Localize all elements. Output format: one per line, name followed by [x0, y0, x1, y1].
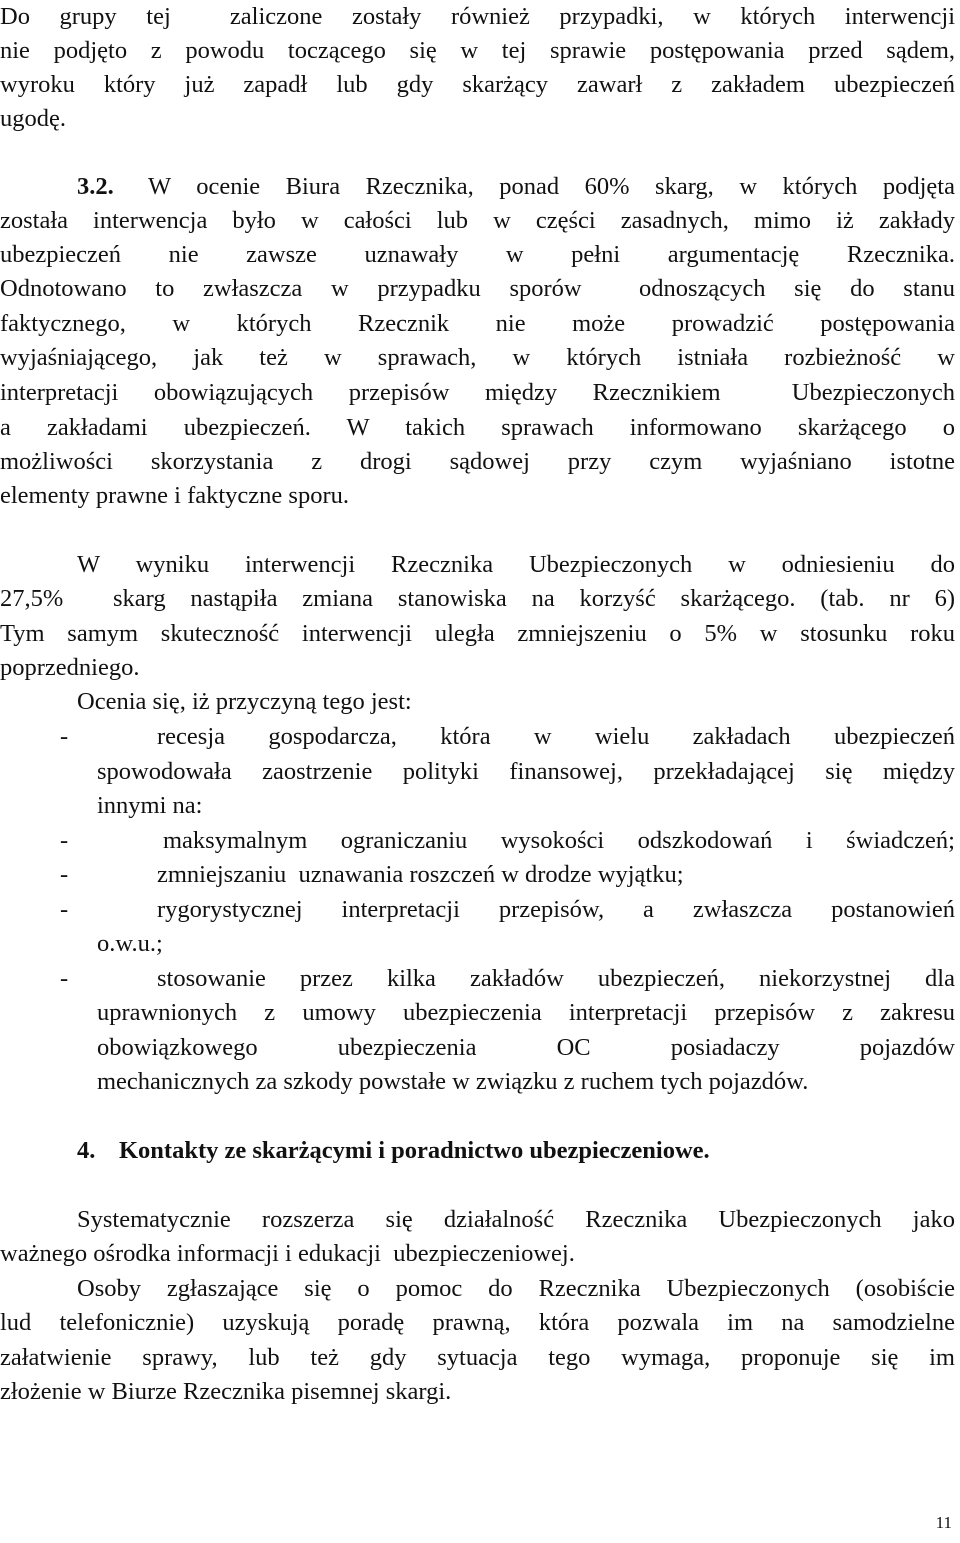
text-line: Tym samym skuteczność interwencji uległa zmniejszeniu o 5% w stosunku roku [0, 620, 955, 647]
text-line: ugodę. [0, 105, 66, 132]
text-line: ubezpieczeń nie zawsze uznawały w pełni argumentację Rzecznika. [0, 241, 955, 268]
list-bullet: - [60, 827, 69, 854]
text-line: wyroku który już zapadł lub gdy skarżący zawarł z zakładem ubezpieczeń [0, 71, 955, 98]
list-item: o.w.u.; [97, 930, 163, 957]
list-item: obowiązkowego ubezpieczenia OC posiadaczy pojazdów [97, 1034, 955, 1061]
text-line: możliwości skorzystania z drogi sądowej przy czym wyjaśniano istotne [0, 448, 955, 475]
page-number: 11 [935, 1513, 952, 1532]
text-line: Odnotowano to zwłaszcza w przypadku sporów odnoszących się do stanu [0, 275, 955, 302]
text-line: W wyniku interwencji Rzecznika Ubezpieczonych w odniesieniu do [77, 551, 955, 578]
text-line: poprzedniego. [0, 654, 140, 681]
text-line: Ocenia się, iż przyczyną tego jest: [77, 688, 412, 715]
list-item: recesja gospodarcza, która w wielu zakładach ubezpieczeń [157, 723, 955, 750]
text-line: złożenie w Biurze Rzecznika pisemnej skargi. [0, 1378, 452, 1405]
section-number: 4. [77, 1137, 96, 1164]
text-line: załatwienie sprawy, lub też gdy sytuacja tego wymaga, proponuje się im [0, 1344, 955, 1371]
text-line: 27,5% skarg nastąpiła zmiana stanowiska na korzyść skarżącego. (tab. nr 6) [0, 585, 955, 612]
text-line: elementy prawne i faktyczne sporu. [0, 482, 349, 509]
text-line: a zakładami ubezpieczeń. W takich sprawach informowano skarżącego o [0, 414, 955, 441]
text-line: Do grupy tej zaliczone zostały również przypadki, w których interwencji [0, 3, 955, 30]
list-item: maksymalnym ograniczaniu wysokości odszkodowań i świadczeń; [163, 827, 955, 854]
text-line: faktycznego, w których Rzecznik nie może prowadzić postępowania [0, 310, 955, 337]
list-item: spowodowała zaostrzenie polityki finansowej, przekładającej się między [97, 758, 955, 785]
list-item: zmniejszaniu uznawania roszczeń w drodze wyjątku; [157, 861, 684, 888]
text-line: nie podjęto z powodu toczącego się w tej sprawie postępowania przed sądem, [0, 37, 955, 64]
list-item: uprawnionych z umowy ubezpieczenia interpretacji przepisów z zakresu [97, 999, 955, 1026]
list-bullet: - [60, 861, 69, 888]
text-line: lud telefonicznie) uzyskują poradę prawną, która pozwala im na samodzielne [0, 1309, 955, 1336]
text-line: interpretacji obowiązujących przepisów między Rzecznikiem Ubezpieczonych [0, 379, 955, 406]
list-item: rygorystycznej interpretacji przepisów, a zwłaszcza postanowień [157, 896, 955, 923]
list-item: mechanicznych za szkody powstałe w związku z ruchem tych pojazdów. [97, 1068, 809, 1095]
text-line: Systematycznie rozszerza się działalność Rzecznika Ubezpieczonych jako [77, 1206, 955, 1233]
list-bullet: - [60, 896, 69, 923]
list-bullet: - [60, 965, 69, 992]
list-item: stosowanie przez kilka zakładów ubezpieczeń, niekorzystnej dla [157, 965, 955, 992]
text-line: została interwencja było w całości lub w części zasadnych, mimo iż zakłady [0, 207, 955, 234]
list-item: innymi na: [97, 792, 203, 819]
section-number: 3.2. [77, 173, 114, 200]
section-heading: Kontakty ze skarżącymi i poradnictwo ubezpieczeniowe. [119, 1137, 710, 1164]
text-line: W ocenie Biura Rzecznika, ponad 60% skarg, w których podjęta [148, 173, 955, 200]
text-line: wyjaśniającego, jak też w sprawach, w których istniała rozbieżność w [0, 344, 955, 371]
text-line: ważnego ośrodka informacji i edukacji ubezpieczeniowej. [0, 1240, 575, 1267]
list-bullet: - [60, 723, 69, 750]
text-line: Osoby zgłaszające się o pomoc do Rzecznika Ubezpieczonych (osobiście [77, 1275, 955, 1302]
